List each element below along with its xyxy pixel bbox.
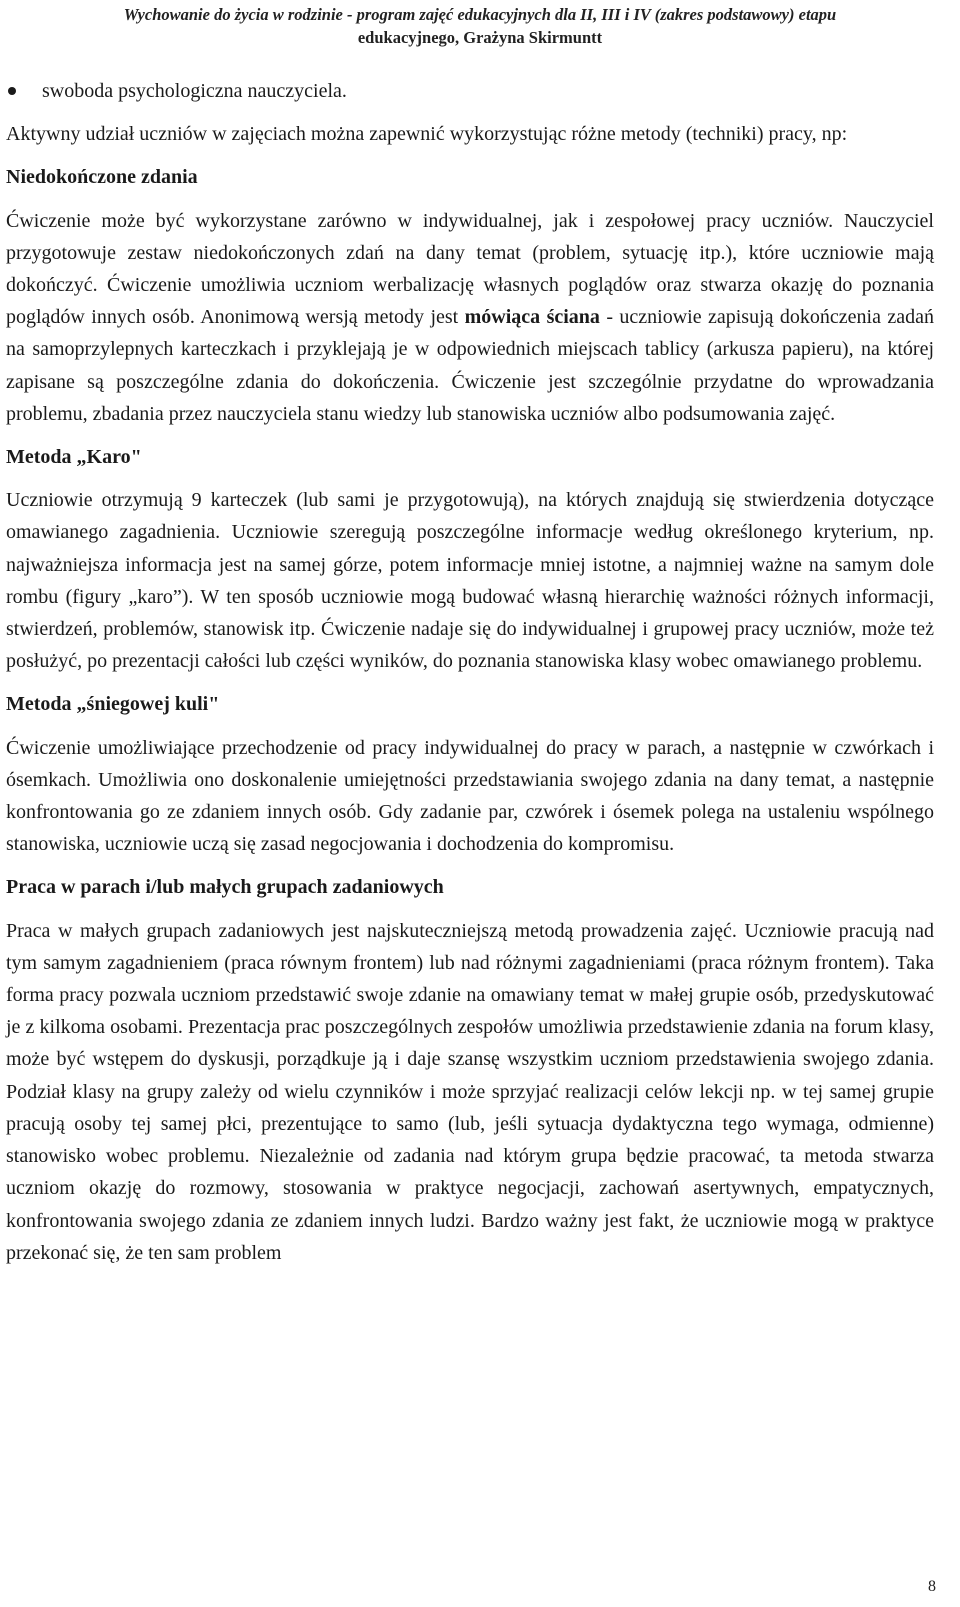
header-line-1: Wychowanie do życia w rodzinie - program zajęć edukacyjnych dla II, III i IV (zakres podstawowy) etapu — [123, 5, 837, 24]
header-line-2: edukacyjnego, Grażyna Skirmuntt — [357, 28, 603, 47]
section-text-niedokonczone-zdania — [6, 205, 934, 430]
section-heading-niedokonczone-zdania: Niedokończone zdania — [6, 166, 198, 189]
page-header — [0, 3, 960, 49]
bullet-text: swoboda psychologiczna nauczyciela. — [42, 80, 347, 102]
section-text-karo: Uczniowie otrzymują 9 karteczek (lub sami je przygotowują), na których znajdują się stwierdzenia dotyczące omawianego zagadnienia. Uczniowie szeregują poszczególne informacje według określonego kryterium, np. najważniejsza informacja jest na samej górze, potem informacje mniej istotne, a najmniej ważne na samym dole rombu (figury „karo”). W ten sposób uczniowie mogą budować własną hierarchię ważności różnych informacji, stwierdzeń, problemów, stanowisk itp. Ćwiczenie nadaje się do indywidualnej i grupowej pracy uczniów, może też posłużyć, po prezentacji całości lub części wyników, do poznania stanowiska klasy wobec omawianego problemu. — [6, 489, 934, 673]
text-part-2: - uczniowie zapisują dokończenia zadań na samoprzylepnych karteczkach i przyklejają je w odpowiednich miejscach tablicy (arkusza papieru), na której zapisane są poszczególne zdania do dokończenia. Ćwiczenie jest szczególnie przydatne do wprowadzania problemu, zbadania przez nauczyciela stanu wiedzy lub stanowiska uczniów albo podsumowania zajęć. — [6, 306, 934, 425]
section-heading-karo: Metoda „Karo" — [6, 446, 142, 469]
section-heading-sniegowa-kula: Metoda „śniegowej kuli" — [6, 693, 220, 716]
document-body — [6, 75, 934, 1280]
bullet-list-item — [6, 75, 934, 107]
intro-paragraph: Aktywny udział uczniów w zajęciach można zapewnić wykorzystując różne metody (techniki) pracy, np: — [6, 123, 848, 146]
bold-term-mowiaca-sciana: mówiąca ściana — [464, 306, 600, 329]
section-heading-praca-w-grupach: Praca w parach i/lub małych grupach zadaniowych — [6, 876, 444, 899]
section-text-praca-w-grupach: Praca w małych grupach zadaniowych jest najskuteczniejszą metodą prowadzenia zajęć. Uczniowie pracują nad tym samym zagadnieniem (praca równym frontem) lub nad różnymi zagadnieniami (praca różnym frontem). Taka forma pracy pozwala uczniom przedstawić swoje zdanie na omawiany temat w małej grupie osób, przedyskutować je z kilkoma osobami. Prezentacja prac poszczególnych zespołów umożliwia przedstawienie zdania na forum klasy, może być wstępem do dyskusji, porządkuje ją i daje szansę wszystkim uczniom przedstawienia swojego zdania. Podział klasy na grupy zależy od wielu czynników i może sprzyjać realizacji celów lekcji np. w tej samej grupie pracują osoby tej samej płci, prezentujące to samo (lub, jeśli sytuacja dydaktyczna tego wymaga, odmienne) stanowisko wobec problemu. Niezależnie od zadania nad którym grupa będzie pracować, ta metoda stwarza uczniom okazję do rozmowy, stosowania w praktyce negocjacji, zachowań asertywnych, empatycznych, konfrontowania swojego zdania ze zdaniem innych ludzi. Bardzo ważny jest fakt, że uczniowie mogą w praktyce przekonać się, że ten sam problem — [6, 919, 934, 1264]
page-number: 8 — [928, 1578, 936, 1595]
section-text-sniegowa-kula: Ćwiczenie umożliwiające przechodzenie od pracy indywidualnej do pracy w parach, a następnie w czwórkach i ósemkach. Umożliwia ono doskonalenie umiejętności przedstawiania swojego zdania na dany temat, a następnie konfrontowania go ze zdaniem innych osób. Gdy zadanie par, czwórek i ósemek polega na ustaleniu wspólnego stanowiska, uczniowie uczą się zasad negocjowania i dochodzenia do kompromisu. — [6, 736, 934, 856]
text-part-1: Ćwiczenie może być wykorzystane zarówno w indywidualnej, jak i zespołowej pracy uczniów. Nauczyciel przygotowuje zestaw niedokończonych zdań na dany temat (problem, sytuację itp.), które uczniowie mają dokończyć. Ćwiczenie umożliwia uczniom werbalizację własnych poglądów oraz stwarza okazję do poznania poglądów innych osób. Anonimową wersją metody jest — [6, 209, 934, 329]
bullet-icon — [8, 87, 16, 95]
